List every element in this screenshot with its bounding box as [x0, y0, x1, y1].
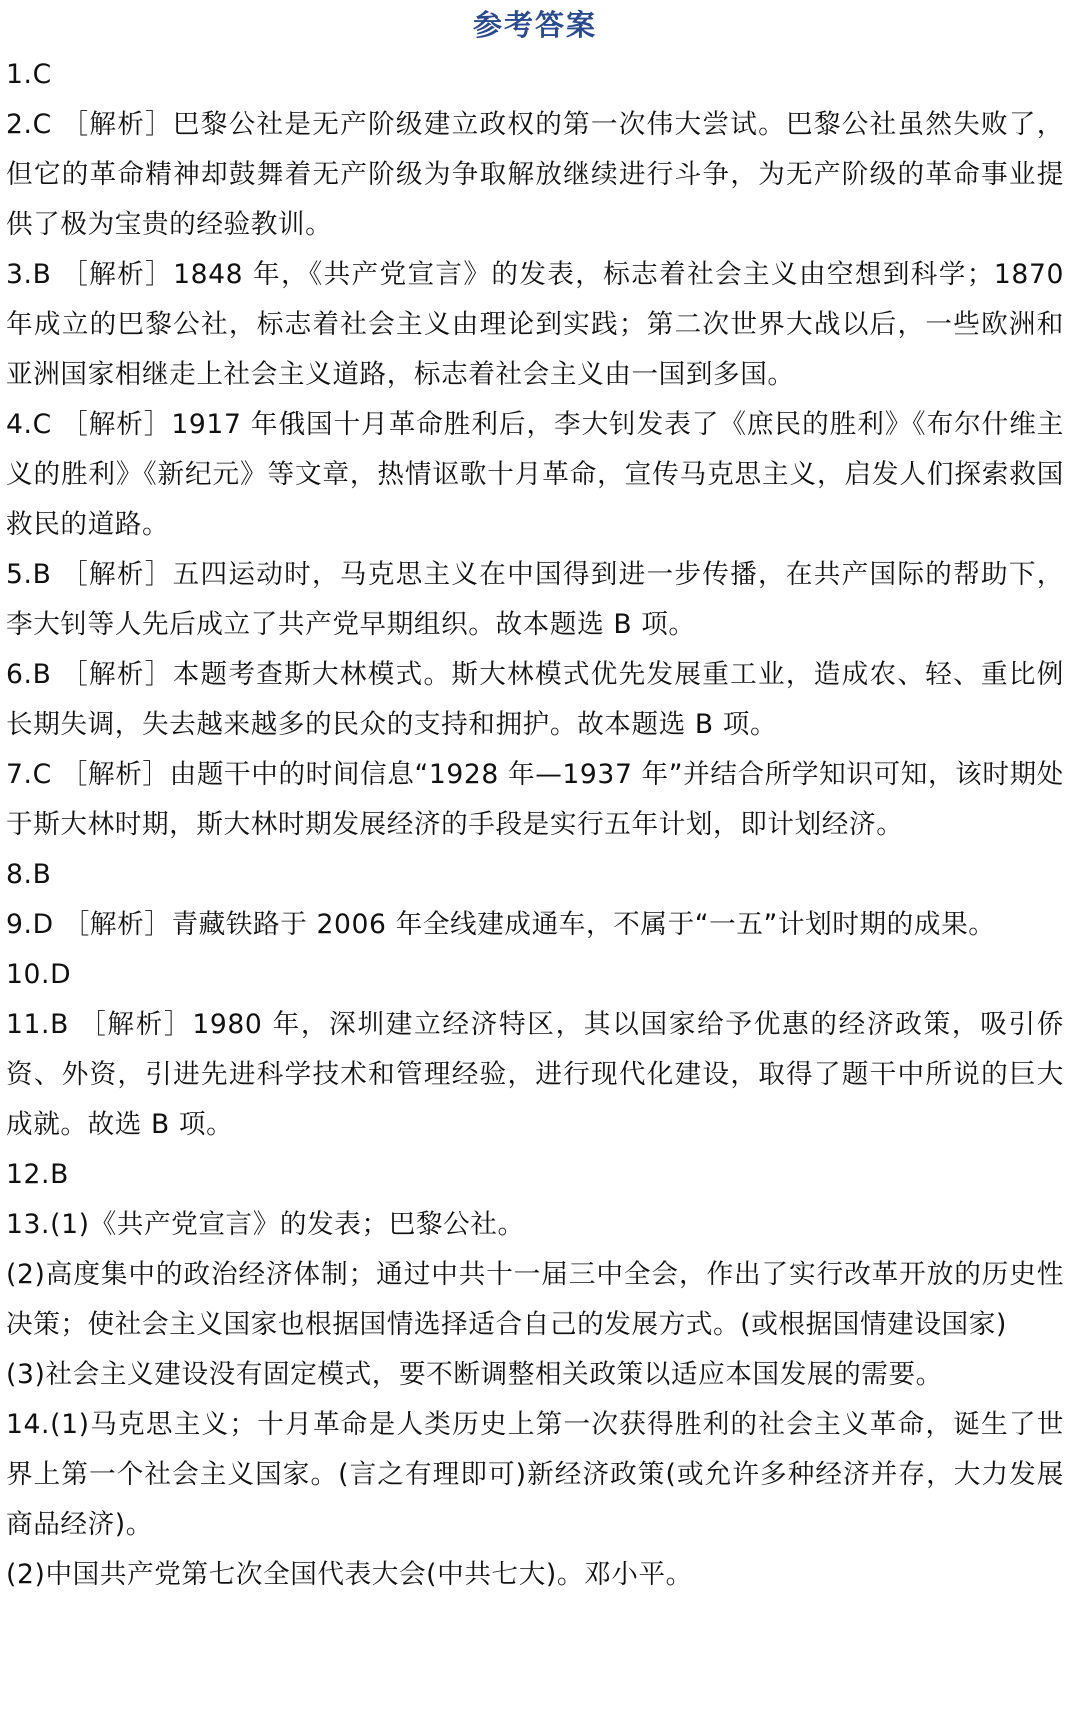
answer-list	[6, 50, 1064, 1600]
answer-13-part-3: (3)社会主义建设没有固定模式，要不断调整相关政策以适应本国发展的需要。	[6, 1359, 943, 1390]
answer-10: 10.D	[6, 959, 72, 990]
answer-2: 2.C ［解析］巴黎公社是无产阶级建立政权的第一次伟大尝试。巴黎公社虽然失败了，但它的革命精神却鼓舞着无产阶级为争取解放继续进行斗争，为无产阶级的革命事业提供了极为宝贵的经验教训。	[6, 109, 1064, 240]
answer-4: 4.C ［解析］1917 年俄国十月革命胜利后，李大钊发表了《庶民的胜利》《布尔什维主义的胜利》《新纪元》等文章，热情讴歌十月革命，宣传马克思主义，启发人们探索救国救民的道路。	[6, 409, 1064, 540]
answer-3: 3.B ［解析］1848 年，《共产党宣言》的发表，标志着社会主义由空想到科学；1870 年成立的巴黎公社，标志着社会主义由理论到实践；第二次世界大战以后，一些欧洲和亚洲国家相继走上社会主义道路，标志着社会主义由一国到多国。	[6, 259, 1064, 390]
answer-6: 6.B ［解析］本题考查斯大林模式。斯大林模式优先发展重工业，造成农、轻、重比例长期失调，失去越来越多的民众的支持和拥护。故本题选 B 项。	[6, 659, 1064, 740]
answer-5: 5.B ［解析］五四运动时，马克思主义在中国得到进一步传播，在共产国际的帮助下，李大钊等人先后成立了共产党早期组织。故本题选 B 项。	[6, 559, 1064, 640]
answer-9: 9.D ［解析］青藏铁路于 2006 年全线建成通车，不属于“一五”计划时期的成果。	[6, 909, 996, 940]
answer-14-part-2: (2)中国共产党第七次全国代表大会(中共七大)。邓小平。	[6, 1559, 693, 1590]
answer-13-part-2: (2)高度集中的政治经济体制；通过中共十一届三中全会，作出了实行改革开放的历史性决策；使社会主义国家也根据国情选择适合自己的发展方式。(或根据国情建设国家)	[6, 1259, 1064, 1340]
answer-14-part-1: 14.(1)马克思主义；十月革命是人类历史上第一次获得胜利的社会主义革命，诞生了世界上第一个社会主义国家。(言之有理即可)新经济政策(或允许多种经济并存，大力发展商品经济)。	[6, 1409, 1064, 1540]
answer-13-part-1: 13.(1)《共产党宣言》的发表；巴黎公社。	[6, 1209, 525, 1240]
answer-7: 7.C ［解析］由题干中的时间信息“1928 年—1937 年”并结合所学知识可知，该时期处于斯大林时期，斯大林时期发展经济的手段是实行五年计划，即计划经济。	[6, 759, 1064, 840]
answer-1: 1.C	[6, 59, 52, 90]
answer-12: 12.B	[6, 1159, 69, 1190]
answer-8: 8.B	[6, 859, 52, 890]
page-title: 参考答案	[472, 8, 597, 42]
answer-11: 11.B ［解析］1980 年，深圳建立经济特区，其以国家给予优惠的经济政策，吸引侨资、外资，引进先进科学技术和管理经验，进行现代化建设，取得了题干中所说的巨大成就。故选 B 项。	[6, 1009, 1064, 1140]
